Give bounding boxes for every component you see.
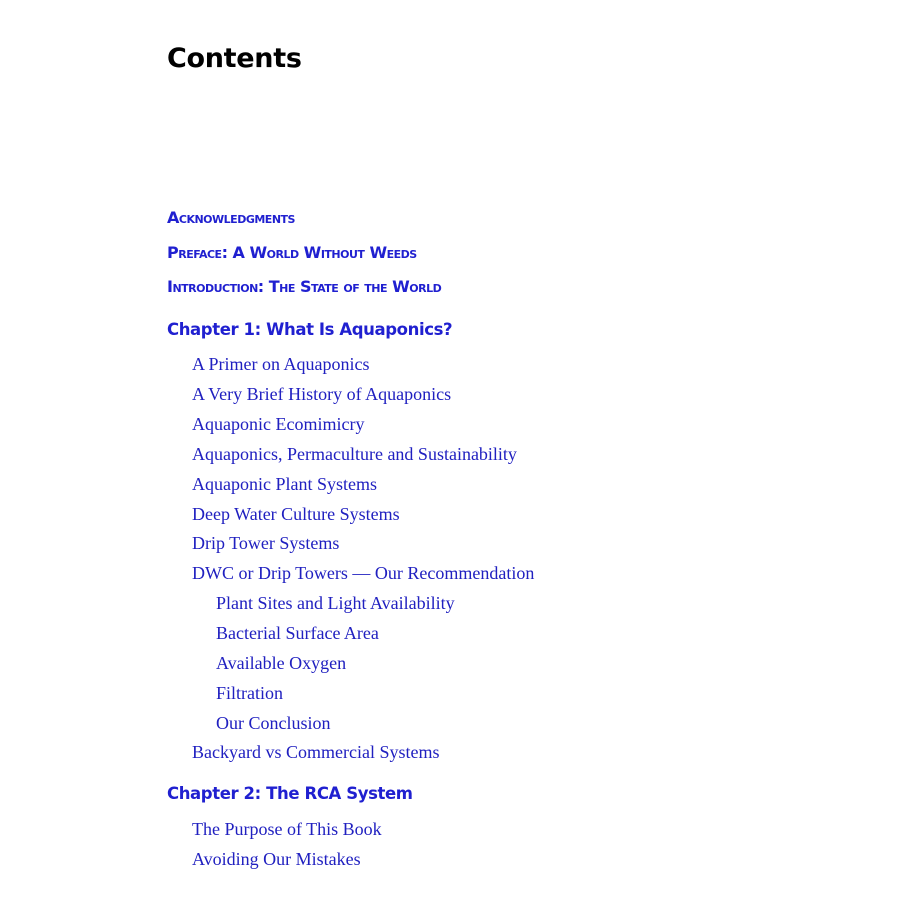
toc-link-section[interactable]: Aquaponic Ecomimicry <box>192 414 365 434</box>
toc-link-section[interactable]: The Purpose of This Book <box>192 819 382 839</box>
toc-link-subsection[interactable]: Bacterial Surface Area <box>216 623 379 643</box>
toc-link-subsection[interactable]: Filtration <box>216 683 283 703</box>
toc-link-subsection[interactable]: Our Conclusion <box>216 713 331 733</box>
toc-link-chapter-2[interactable]: Chapter 2: The RCA System <box>167 784 413 803</box>
toc-link-acknowledgments[interactable]: Acknowledgments <box>167 208 295 227</box>
toc-link-subsection[interactable]: Plant Sites and Light Availability <box>216 593 455 613</box>
toc-link-section[interactable]: Aquaponic Plant Systems <box>192 474 377 494</box>
toc-link-section[interactable]: Drip Tower Systems <box>192 533 340 553</box>
toc-link-section[interactable]: Avoiding Our Mistakes <box>192 849 361 869</box>
toc-link-section[interactable]: Aquaponics, Permaculture and Sustainability <box>192 444 517 464</box>
toc-link-introduction[interactable]: Introduction: The State of the World <box>167 277 442 296</box>
toc-link-chapter-1[interactable]: Chapter 1: What Is Aquaponics? <box>167 320 453 339</box>
toc-link-section[interactable]: Deep Water Culture Systems <box>192 504 400 524</box>
toc-link-section[interactable]: A Primer on Aquaponics <box>192 354 370 374</box>
page-title: Contents <box>167 43 302 74</box>
toc-link-section[interactable]: DWC or Drip Towers — Our Recommendation <box>192 563 535 583</box>
toc-link-section[interactable]: A Very Brief History of Aquaponics <box>192 384 452 404</box>
toc-link-preface[interactable]: Preface: A World Without Weeds <box>167 243 417 262</box>
toc-link-subsection[interactable]: Available Oxygen <box>216 653 347 673</box>
toc-link-section[interactable]: Backyard vs Commercial Systems <box>192 742 440 762</box>
